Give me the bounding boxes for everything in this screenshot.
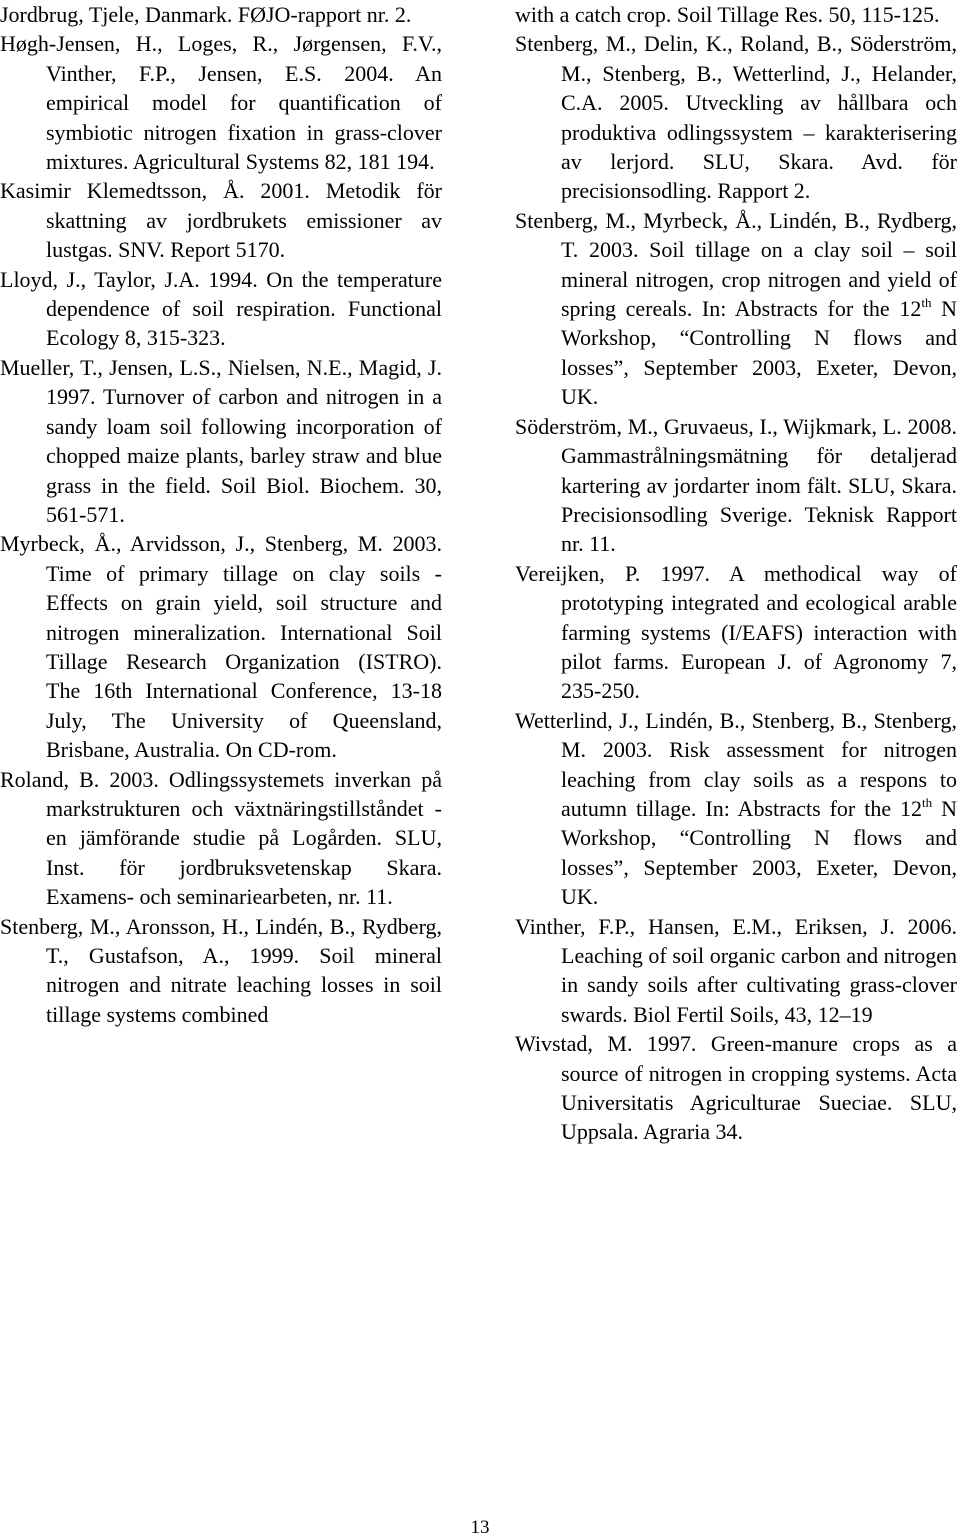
reference-entry: Vereijken, P. 1997. A methodical way of prototyping integrated and ecological arable farming systems (I/EAFS) interaction with pilot farms. European J. of Agronomy 7, 235-250. [515,560,957,704]
reference-entry: Kasimir Klemedtsson, Å. 2001. Metodik för skattning av jordbrukets emissioner av lustgas. SNV. Report 5170. [0,178,442,263]
reference-entry: Roland, B. 2003. Odlingssystemets inverkan på markstrukturen och växtnäringstillståndet - en jämförande studie på Logården. SLU, Inst. för jordbruksvetenskap Skara. Examens- och seminariearbeten, nr. 11. [0,766,442,910]
reference-entry: Stenberg, M., Aronsson, H., Lindén, B., Rydberg, T., Gustafson, A., 1999. Soil mineral nitrogen and nitrate leaching losses in soil tillage systems combined [0,913,442,1027]
reference-entry: Mueller, T., Jensen, L.S., Nielsen, N.E., Magid, J. 1997. Turnover of carbon and nitrogen in a sandy loam soil following incorporation of chopped maize plants, barley straw and blue grass in the field. Soil Biol. Biochem. 30, 561-571. [0,354,442,527]
ordinal-superscript: th [922,794,933,810]
reference-text: N Workshop, “Controlling N flows and losses”, September 2003, Exeter, Devon, UK. [561,296,957,410]
reference-entry: Lloyd, J., Taylor, J.A. 1994. On the temperature dependence of soil respiration. Functional Ecology 8, 315-323. [0,266,442,351]
page-number: 13 [470,1517,490,1538]
reference-entry [515,706,957,912]
reference-entry-continuation: with a catch crop. Soil Tillage Res. 50, 115-125. [515,2,940,27]
reference-entry: Myrbeck, Å., Arvidsson, J., Stenberg, M. 2003. Time of primary tillage on clay soils - Effects on grain yield, soil structure and nitrogen mineralization. International Soil Tillage Research Organization (ISTRO). The 16th International Conference, 13-18 July, The University of Queensland, Brisbane, Australia. On CD-rom. [0,531,442,763]
reference-text: N Workshop, “Controlling N flows and losses”, September 2003, Exeter, Devon, UK. [561,795,957,910]
reference-column-left [0,0,442,1029]
reference-column-right [515,0,957,1147]
reference-entry [515,206,957,412]
reference-text: Wetterlind, J., Lindén, B., Stenberg, B., Stenberg, M. 2003. Risk assessment for nitrogen leaching from clay soils as a respons to autumn tillage. In: Abstracts for the 12 [515,707,957,821]
reference-entry: Stenberg, M., Delin, K., Roland, B., Söderström, M., Stenberg, B., Wetterlind, J., Helander, C.A. 2005. Utveckling av hållbara och produktiva odlingssystem – karakterisering av lerjord. SLU, Skara. Avd. för precisionsodling. Rapport 2. [515,31,957,204]
reference-entry: Wivstad, M. 1997. Green-manure crops as a source of nitrogen in cropping systems. Acta Universitatis Agriculturae Sueciae. SLU, Uppsala. Agraria 34. [515,1031,957,1145]
ordinal-superscript: th [921,295,932,311]
reference-entry: Vinther, F.P., Hansen, E.M., Eriksen, J. 2006. Leaching of soil organic carbon and nitrogen in sandy soils after cultivating grass-clover swards. Biol Fertil Soils, 43, 12–19 [515,913,957,1027]
reference-entry: Høgh-Jensen, H., Loges, R., Jørgensen, F.V., Vinther, F.P., Jensen, E.S. 2004. An empirical model for quantification of symbiotic nitrogen fixation in grass-clover mixtures. Agricultural Systems 82, 181 194. [0,31,442,175]
reference-entry: Söderström, M., Gruvaeus, I., Wijkmark, L. 2008. Gammastrålningsmätning för detaljerad kartering av jordarter inom fält. SLU, Skara. Precisionsodling Sverige. Teknisk Rapport nr. 11. [515,413,957,557]
reference-entry: Jordbrug, Tjele, Danmark. FØJO-rapport nr. 2. [0,2,412,27]
reference-text: Stenberg, M., Myrbeck, Å., Lindén, B., Rydberg, T. 2003. Soil tillage on a clay soil – soil mineral nitrogen, crop nitrogen and yield of spring cereals. In: Abstracts for the 12 [515,207,957,322]
